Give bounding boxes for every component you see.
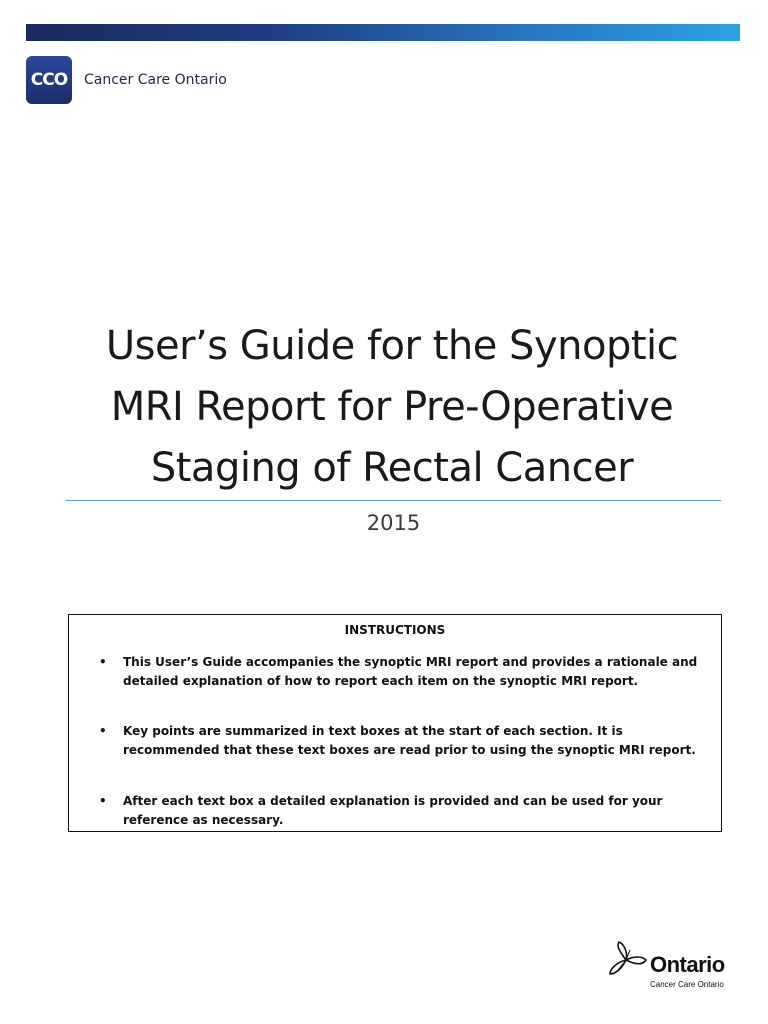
ontario-wordmark: Ontario [650,952,725,977]
instructions-heading: INSTRUCTIONS [344,623,446,637]
instruction-item [99,653,709,691]
cco-logo-mark: CCO [26,56,72,104]
header-gradient-bar [26,24,740,41]
title-line-2: MRI Report for Pre-Operative [110,384,674,430]
document-year: 2015 [366,511,421,535]
instruction-text: Key points are summarized in text boxes at the start of each section. It is recommended that these text boxes are read prior to using the synoptic MRI report. [123,724,696,757]
title-divider [66,500,721,501]
instruction-item [99,792,709,830]
cco-logo-name: Cancer Care Ontario [84,72,227,88]
title-line-1: User’s Guide for the Synoptic [105,323,679,369]
trillium-icon [606,940,650,980]
ontario-subtitle: Cancer Care Ontario [650,980,724,989]
instruction-text: This User’s Guide accompanies the synoptic MRI report and provides a rationale and detailed explanation of how to report each item on the synoptic MRI report. [123,655,698,688]
title-line-3: Staging of Rectal Cancer [150,445,634,491]
instruction-item [99,722,709,760]
bullet-icon: • [99,794,107,808]
ontario-logo [606,938,732,1000]
cco-logo [26,56,227,104]
instructions-box [68,614,722,832]
bullet-icon: • [99,724,107,738]
instruction-text: After each text box a detailed explanation is provided and can be used for your reference as necessary. [123,794,663,827]
document-title [40,316,744,499]
bullet-icon: • [99,655,107,669]
